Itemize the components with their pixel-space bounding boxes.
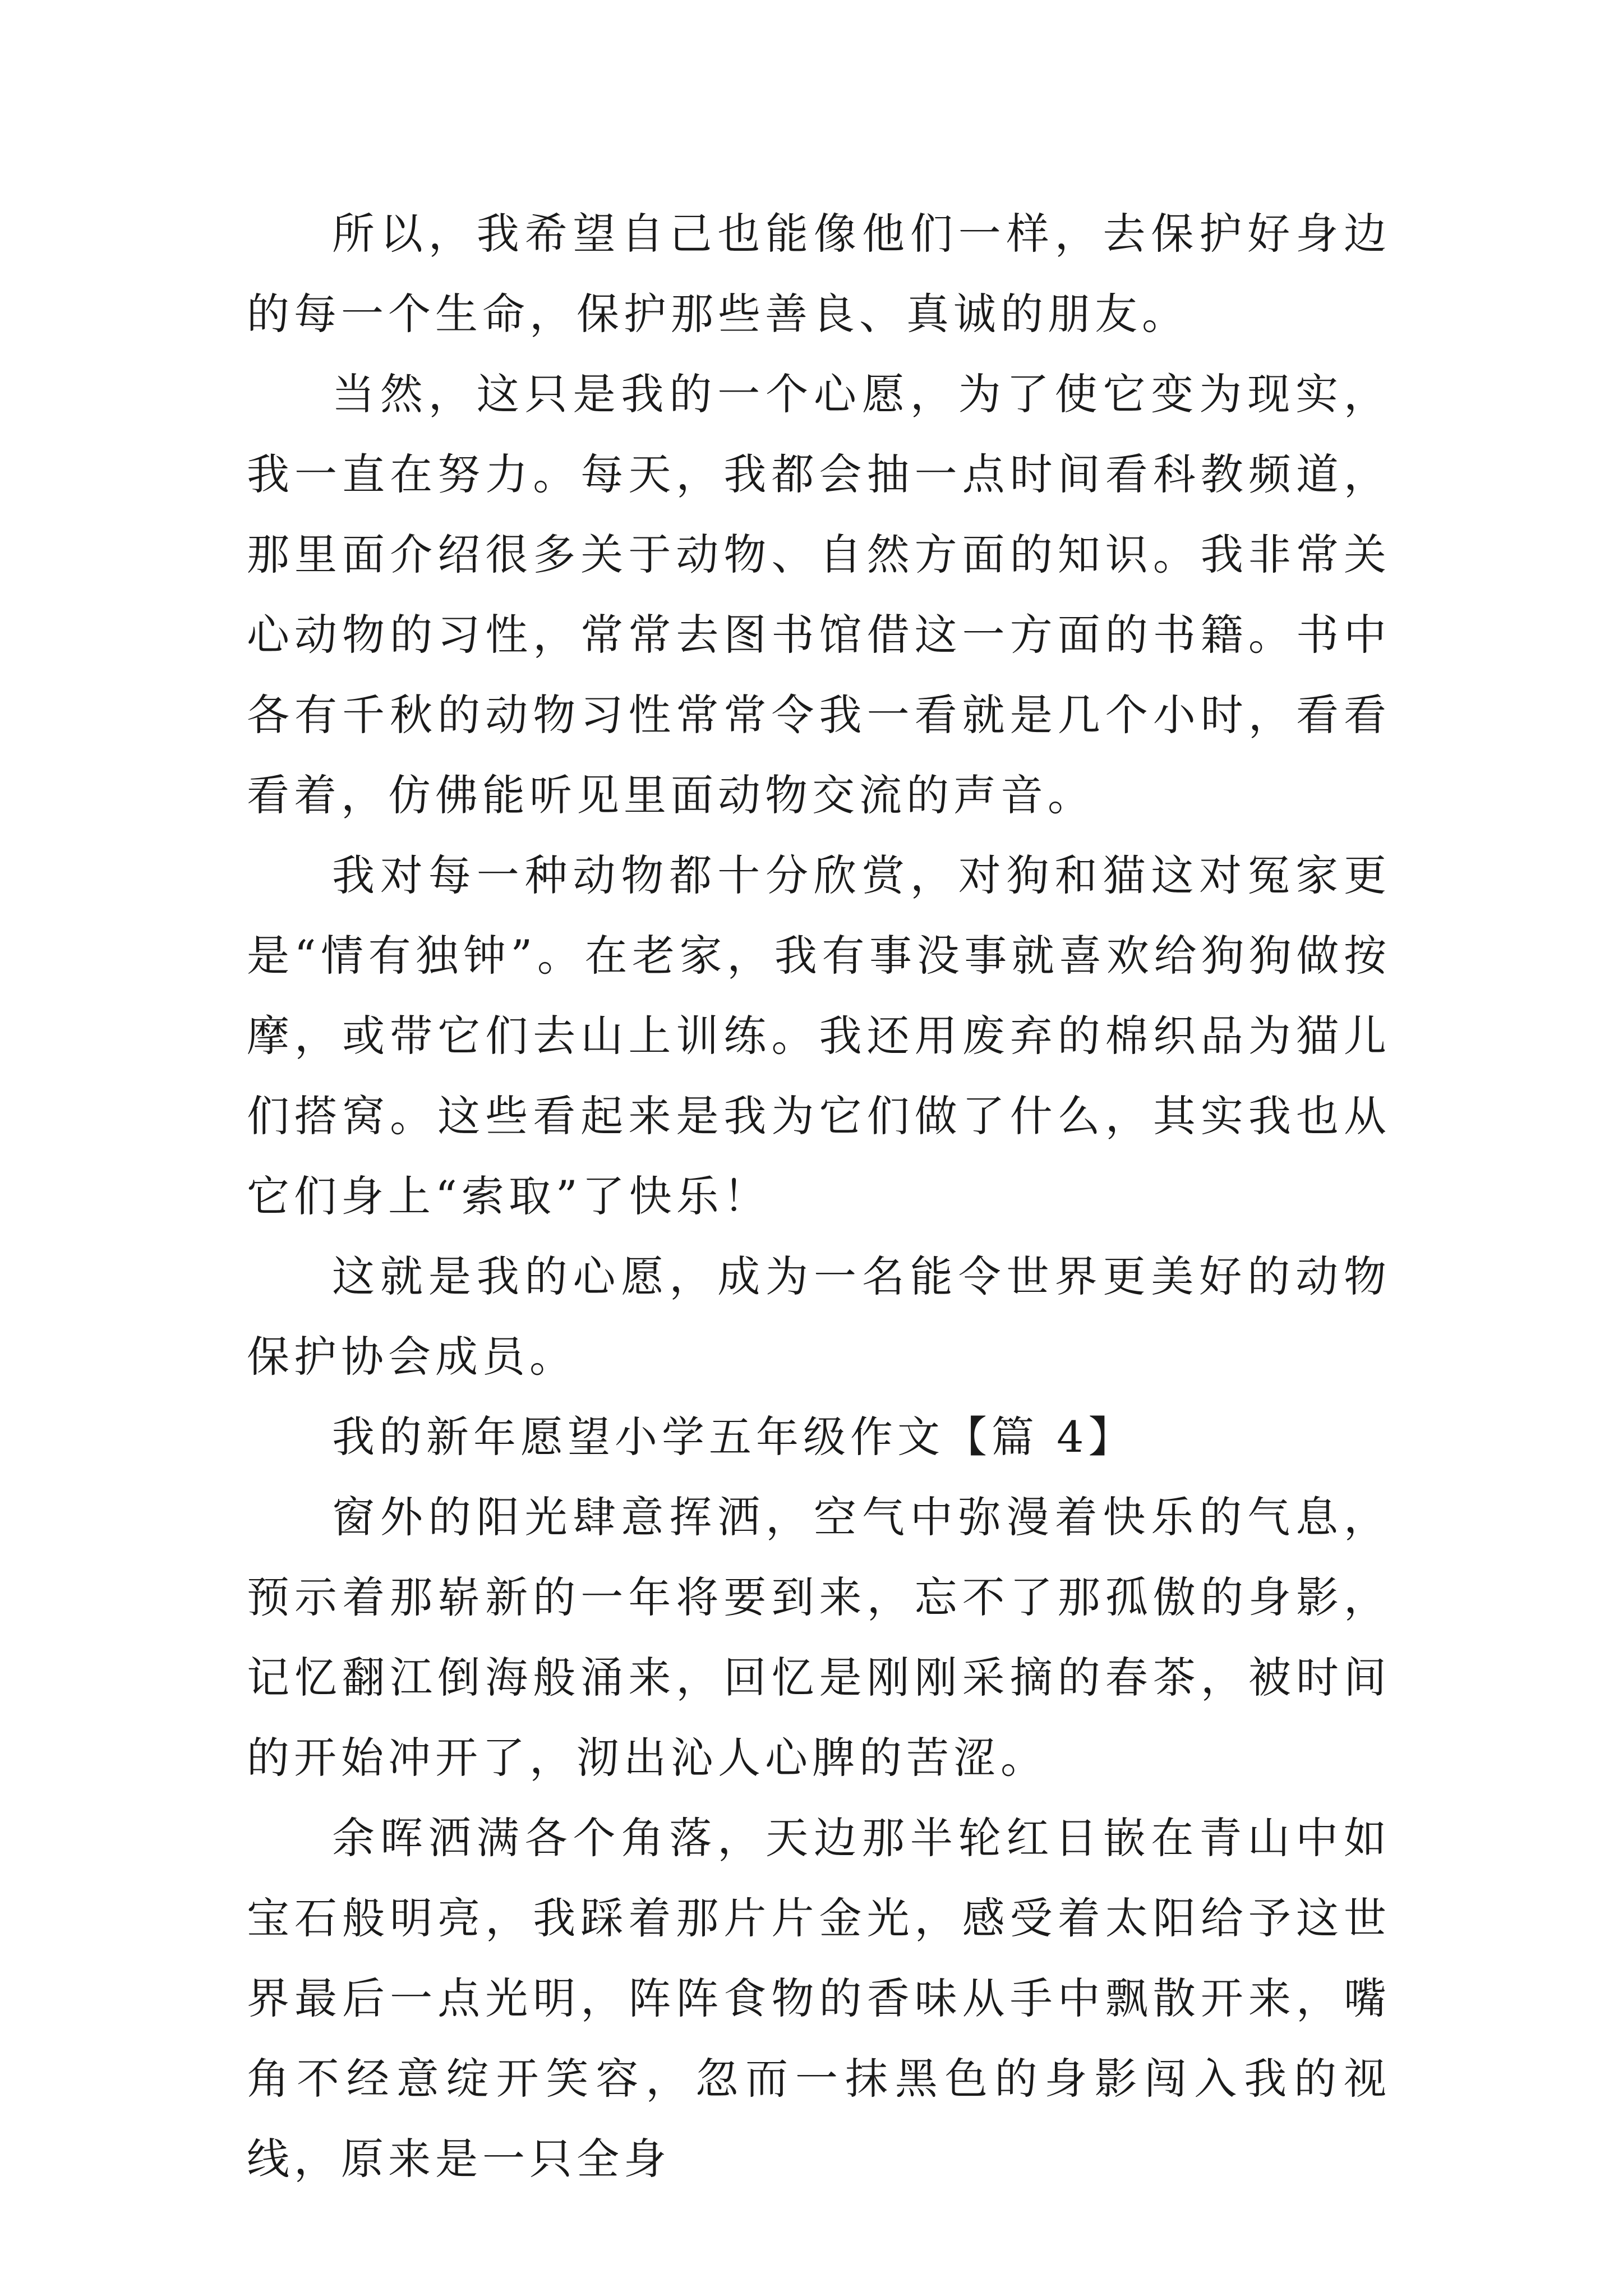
- paragraph: 我对每一种动物都十分欣赏，对狗和猫这对冤家更是“情有独钟”。在老家，我有事没事就喜欢给狗狗做按摩，或带它们去山上训练。我还用废弃的棉织品为猫儿们搭窝。这些看起来是我为它们做了什么，其实我也从它们身上“索取”了快乐！: [247, 850, 1391, 1221]
- paragraph: 所以，我希望自己也能像他们一样，去保护好身边的每一个生命，保护那些善良、真诚的朋友。: [247, 209, 1391, 339]
- paragraph: 这就是我的心愿，成为一名能令世界更美好的动物保护协会成员。: [247, 1251, 1391, 1382]
- document-body: [247, 194, 1391, 2199]
- paragraph: 窗外的阳光肆意挥洒，空气中弥漫着快乐的气息，预示着那崭新的一年将要到来，忘不了那孤傲的身影，记忆翻江倒海般涌来，回忆是刚刚采摘的春茶，被时间的开始冲开了，沏出沁人心脾的苦涩。: [247, 1492, 1391, 1783]
- paragraph: 余晖洒满各个角落，天边那半轮红日嵌在青山中如宝石般明亮，我踩着那片片金光，感受着太阳给予这世界最后一点光明，阵阵食物的香味从手中飘散开来，嘴角不经意绽开笑容，忽而一抹黑色的身影闯入我的视线，原来是一只全身: [247, 1813, 1391, 2184]
- section-heading: 我的新年愿望小学五年级作文【篇 4】: [332, 1412, 1136, 1462]
- paragraph: 当然，这只是我的一个心愿，为了使它变为现实，我一直在努力。每天，我都会抽一点时间看科教频道，那里面介绍很多关于动物、自然方面的知识。我非常关心动物的习性，常常去图书馆借这一方面的书籍。书中各有千秋的动物习性常常令我一看就是几个小时，看看看着，仿佛能听见里面动物交流的声音。: [247, 369, 1391, 820]
